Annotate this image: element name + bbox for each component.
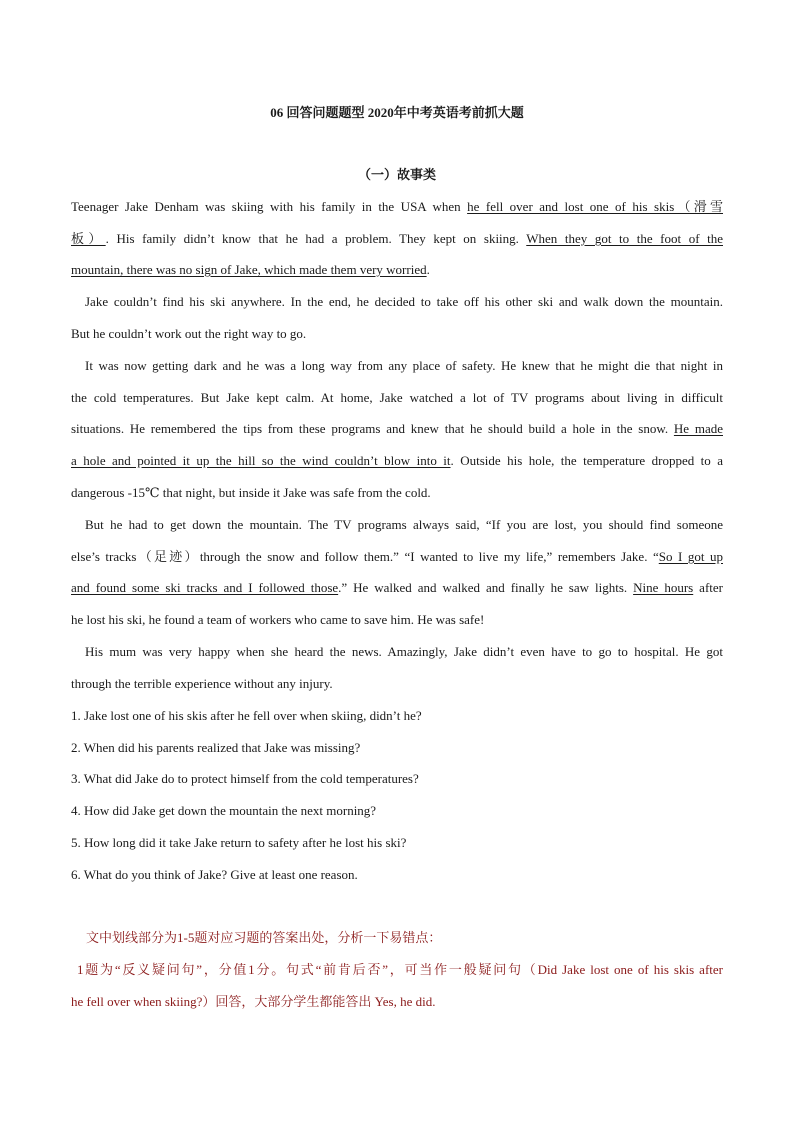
passage-line: he lost his ski, he found a team of workers who came to save him. He was safe! <box>71 612 485 627</box>
underlined-answer: He made <box>673 421 723 436</box>
underlined-answer: a hole and pointed it up the hill so the wind couldn’t blow into it <box>71 453 451 468</box>
question-item: 3. What did Jake do to protect himself from the cold temperatures? <box>71 771 419 786</box>
passage-line: But he had to get down the mountain. The TV programs always said, “If you are lost, you should find someone <box>85 517 723 532</box>
passage-line: It was now getting dark and he was a long way from any place of safety. He knew that he might die that night in <box>85 358 723 373</box>
underlined-answer: Nine hours <box>633 580 694 595</box>
underlined-answer: When they got to the foot of the <box>526 231 723 246</box>
underlined-answer: So I got up <box>658 549 723 564</box>
passage-line: through the terrible experience without any injury. <box>71 676 333 691</box>
passage-line: 板）. His family didn’t know that he had a problem. They kept on skiing. When they got to the foot of the <box>71 231 723 246</box>
underlined-answer: mountain, there was no sign of Jake, which made them very worried <box>71 262 427 277</box>
passage-line: But he couldn’t work out the right way to go. <box>71 326 307 341</box>
passage-line: situations. He remembered the tips from these programs and knew that he should build a hole in the snow. He made <box>71 421 723 436</box>
underlined-answer: and found some ski tracks and I followed those <box>71 580 339 595</box>
analysis-line: he fell over when skiing?）回答，大部分学生都能答出 Yes, he did. <box>71 994 436 1009</box>
passage-line: dangerous -15℃ that night, but inside it Jake was safe from the cold. <box>71 485 431 500</box>
passage-line: His mum was very happy when she heard the news. Amazingly, Jake didn’t even have to go to hospital. He got <box>85 644 723 659</box>
question-item: 2. When did his parents realized that Jake was missing? <box>71 740 361 755</box>
passage-line: a hole and pointed it up the hill so the wind couldn’t blow into it. Outside his hole, the temperature dropped to a <box>71 453 723 468</box>
analysis-line: 1题为“反义疑问句”，分值1分。句式“前肯后否”，可当作一般疑问句（Did Jake lost one of his skis after <box>77 962 723 977</box>
passage-line: and found some ski tracks and I followed those.” He walked and walked and finally he saw lights. Nine hours after <box>71 580 723 595</box>
passage-line: the cold temperatures. But Jake kept calm. At home, Jake watched a lot of TV programs about living in difficult <box>71 390 723 405</box>
section-title: （一）故事类 <box>357 167 436 182</box>
document-title: 06 回答问题题型 2020年中考英语考前抓大题 <box>270 105 524 120</box>
question-item: 1. Jake lost one of his skis after he fell over when skiing, didn’t he? <box>71 708 422 723</box>
passage-line: else’s tracks（足迹）through the snow and follow them.” “I wanted to live my life,” remembers Jake. “So I got up <box>71 549 723 564</box>
analysis-intro: 文中划线部分为1-5题对应习题的答案出处，分析一下易错点： <box>86 930 442 945</box>
passage-line: mountain, there was no sign of Jake, which made them very worried. <box>71 262 430 277</box>
passage-line: Teenager Jake Denham was skiing with his family in the USA when he fell over and lost one of his skis（滑雪 <box>71 199 723 214</box>
underlined-answer: 板） <box>71 231 106 246</box>
question-item: 4. How did Jake get down the mountain the next morning? <box>71 803 377 818</box>
underlined-answer: he fell over and lost one of his skis（滑雪 <box>467 199 723 214</box>
question-item: 5. How long did it take Jake return to safety after he lost his ski? <box>71 835 407 850</box>
question-item: 6. What do you think of Jake? Give at least one reason. <box>71 867 358 882</box>
passage-line: Jake couldn’t find his ski anywhere. In the end, he decided to take off his other ski and walk down the mountain. <box>85 294 723 309</box>
